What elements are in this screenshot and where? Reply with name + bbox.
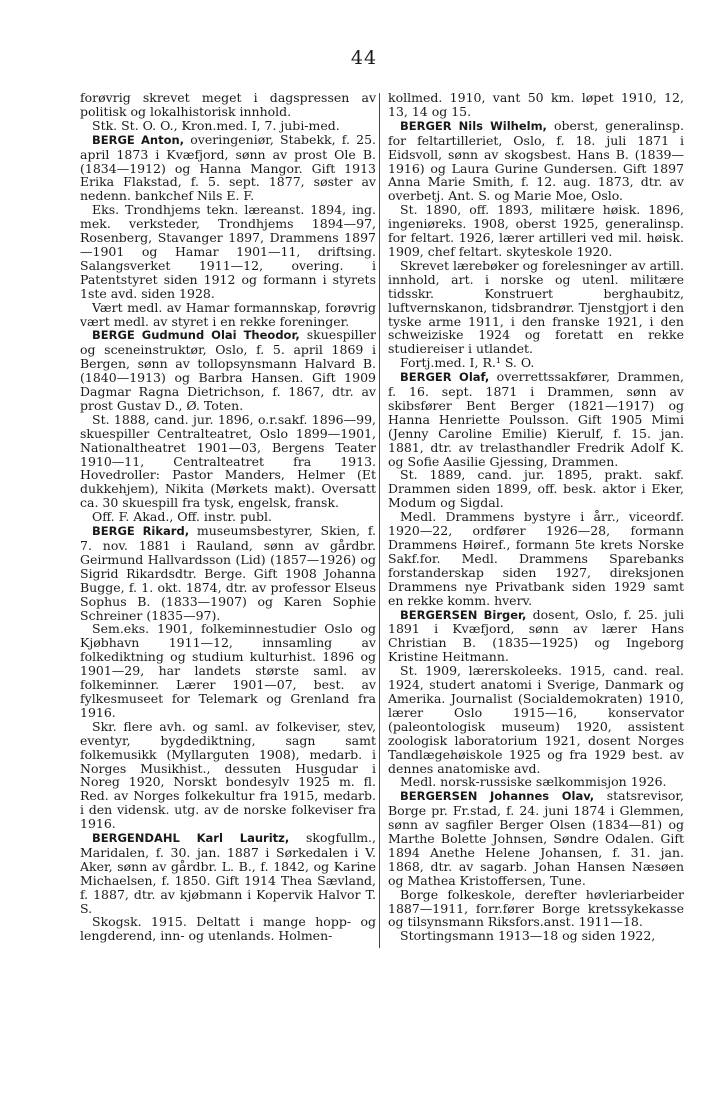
continued-paragraph: kollmed. 1910, vant 50 km. løpet 1910, 12, 13, 14 og 15. (388, 90, 684, 119)
entry-paragraph: Stk. St. O. O., Kron.med. I, 7. jubi-med. (92, 117, 340, 133)
entry-paragraph: Medl. Drammens bystyre i årr., viceordf. 1920—22, ordfører 1926—28, formann Drammens Høiref., formann 5te krets Norske Sakf.for. Medl. Drammens Sparebanks forstanderskap siden 1927, direksjonen Drammens nye Privatbank siden 1929 samt en rekke komm. hverv. (388, 509, 684, 608)
entry-paragraph: Stortingsmann 1913—18 og siden 1922, (400, 928, 656, 944)
entry-text: dosent, Oslo, f. 25. juli 1891 i Kvæfjord, sønn av lærer Hans Christian B. (1835—1925) og Ingeborg Kristine Heitmann. (388, 606, 684, 665)
continued-paragraph: forøvrig skrevet meget i dagspressen av politisk og lokalhistorisk innhold. (80, 90, 376, 119)
entry-paragraph: Borge folkeskole, derefter høvleriarbeider 1887—1911, forr.fører Borge kretssykekasse og tilsynsmann Riksfors.anst. 1911—18. (388, 886, 684, 930)
biography-entry (388, 608, 684, 665)
biography-entry (388, 789, 684, 887)
entry-paragraph: St. 1909, lærerskoleeks. 1915, cand. real. 1924, studert anatomi i Sverige, Danmark og Amerika. Journalist (Socialdemokraten) 1910, lærer Oslo 1915—16, konservator (paleontologisk museum) 1920, assistent zoologisk laboratorium 1921, dosent Norges Tandlægehøiskole 1925 og fra 1929 best. av dennes anatomiske avd. (388, 663, 684, 776)
biography-entry (80, 831, 376, 915)
right-column (388, 91, 684, 943)
biography-entry (80, 524, 376, 622)
entry-text: oberst, generalinsp. for feltartilleriet, Oslo, f. 18. juli 1871 i Eidsvoll, sønn av skogsbest. Hans B. (1839—1916) og Laura Gurine Gundersen. Gift 1897 Anna Marie Smith, f. 12. aug. 1873, dtr. av overbetj. Ant. S. og Marie Moe, Oslo. (388, 117, 684, 204)
entry-paragraph: Skrevet lærebøker og forelesninger av artill. innhold, art. i norske og utenl. militære tidsskr. Konstruert berghaubitz, luftvernskanon, tidsbrandrør. Tjenstgjort i den tyske arme 1911, i den franske 1921, i den schweiziske 1924 og foretatt en rekke studiereiser i utlandet. (388, 257, 684, 357)
entry-name: BERGE Gudmund Olai Theodor, (92, 328, 300, 343)
entry-paragraph: Skr. flere avh. og saml. av folkeviser, stev, eventyr, bygdediktning, sagn samt folkemusikk (Myllarguten 1908), medarb. i Norges Musikhist., dessuten Husgudar i Noreg 1920, Norskt bondesylv 1925 m. fl. Red. av Norges folkekultur fra 1915, medarb. i den vidensk. utg. av de norske folkeviser fra 1916. (80, 718, 376, 832)
entry-paragraph: St. 1889, cand. jur. 1895, prakt. sakf. Drammen siden 1899, off. besk. aktor i Eker, Modum og Sigdal. (388, 467, 684, 511)
entry-name: BERGER Olaf, (400, 370, 490, 385)
entry-name: BERGERSEN Birger, (400, 607, 527, 622)
entry-paragraph: St. 1888, cand. jur. 1896, o.r.sakf. 1896—99, skuespiller Centralteatret, Oslo 1899—1901, Nationaltheatret 1901—03, Bergens Teater 1910—11, Centralteatret fra 1913. Hovedroller: Pastor Manders, Helmer (Et dukkehjem), Nikita (Mørkets makt). Oversatt ca. 30 skuespill fra tysk, engelsk, fransk. (80, 411, 376, 511)
biography-entry (388, 119, 684, 203)
entry-name: BERGE Rikard, (92, 524, 190, 539)
entry-paragraph: Off. F. Akad., Off. instr. publ. (92, 509, 272, 525)
entry-paragraph: Skogsk. 1915. Deltatt i mange hopp- og lengderend, inn- og utenlands. Holmen- (80, 914, 376, 944)
entry-paragraph: Medl. norsk-russiske sælkommisjon 1926. (400, 774, 667, 790)
entry-paragraph: Eks. Trondhjems tekn. læreanst. 1894, ing. mek. verksteder, Trondhjems 1894—97, Rosenberg, Stavanger 1897, Drammens 1897—1901 og Hamar 1901—11, driftsing. Salangsverket 1911—12, overing. i Patentstyret siden 1912 og formann i styrets 1ste avd. siden 1928. (80, 202, 376, 301)
entry-text: overrettssakfører, Drammen, f. 16. sept. 1871 i Drammen, sønn av skibsfører Bent Berger (1821—1917) og Hanna Henriette Poulsson. Gift 1905 Mimi (Jenny Caroline Emilie) Kierulf, f. 15. jan. 1881, dtr. av trelasthandler Fredrik Adolf K. og Sofie Aasilie Gjessing, Drammen. (388, 369, 684, 469)
entry-name: BERGE Anton, (92, 132, 185, 147)
biography-entry (80, 328, 376, 412)
entry-paragraph: St. 1890, off. 1893, militære høisk. 1896, ingeniøreks. 1908, oberst 1925, generalinsp. for feltart. 1926, lærer artilleri ved mil. høisk. 1909, chef feltart. skyteskole 1920. (388, 202, 684, 259)
entry-name: BERGENDAHL Karl Lauritz, (92, 831, 290, 846)
left-column (80, 91, 376, 943)
entry-text: museumsbestyrer, Skien, f. 7. nov. 1881 i Rauland, sønn av gårdbr. Geirmund Hallvardsson (Lid) (1857—1926) og Sigrid Rikardsdtr. Berge. Gift 1908 Johanna Bugge, f. 1. okt. 1874, dtr. av professor Elseus Sophus B. (1833—1907) og Karen Sophie Schreiner (1835—97). (80, 523, 376, 623)
biography-entry (80, 133, 376, 204)
entry-paragraph: Sem.eks. 1901, folkeminnestudier Oslo og Kjøbhavn 1911—12, innsamling av folkediktning og studium kulturhist. 1896 og 1901—29, har landets største saml. av folkeminner. Lærer 1901—07, best. av fylkesmuseet for Telemark og Grenland fra 1916. (80, 621, 376, 720)
biography-entry (388, 370, 684, 468)
column-divider (379, 93, 380, 948)
entry-text: skuespiller og sceneinstruktør, Oslo, f. 5. april 1869 i Bergen, sønn av tollopsynsmann Halvard B. (1840—1913) og Barbra Hansen. Gift 1909 Dagmar Ragna Dietrichson, f. 1867, dtr. av prost Gustav D., Ø. Toten. (80, 327, 376, 413)
entry-paragraph: Vært medl. av Hamar formannskap, forøvrig vært medl. av styret i en rekke foreninger. (80, 299, 376, 329)
page-number: 44 (350, 47, 378, 69)
entry-text: skogfullm., Maridalen, f. 30. jan. 1887 i Sørkedalen i V. Aker, sønn av gårdbr. L. B., f. 1842, og Karine Michaelsen, f. 1850. Gift 1914 Thea Sævland, f. 1887, dtr. av kjøbmann i Kopervik Halvor T. S. (80, 830, 376, 916)
entry-text: overingeniør, Stabekk, f. 25. april 1873 i Kvæfjord, sønn av prost Ole B. (1834—1912) og Hanna Mangor. Gift 1913 Erika Flakstad, f. 5. sept. 1877, søster av nedenn. bankchef Nils E. F. (80, 131, 376, 204)
entry-name: BERGERSEN Johannes Olav, (400, 789, 595, 804)
entry-name: BERGER Nils Wilhelm, (400, 118, 547, 133)
entry-text: statsrevisor, Borge pr. Fr.stad, f. 24. juni 1874 i Glemmen, sønn av sagfiler Berger Olsen (1834—81) og Marthe Bolette Johnsen, Søndre Odalen. Gift 1894 Anethe Helene Johansen, f. 31. jan. 1868, dtr. av sagarb. Johan Hansen Næsøen og Mathea Kristoffersen, Tune. (388, 788, 685, 888)
entry-paragraph: Fortj.med. I, R.¹ S. O. (400, 355, 535, 371)
